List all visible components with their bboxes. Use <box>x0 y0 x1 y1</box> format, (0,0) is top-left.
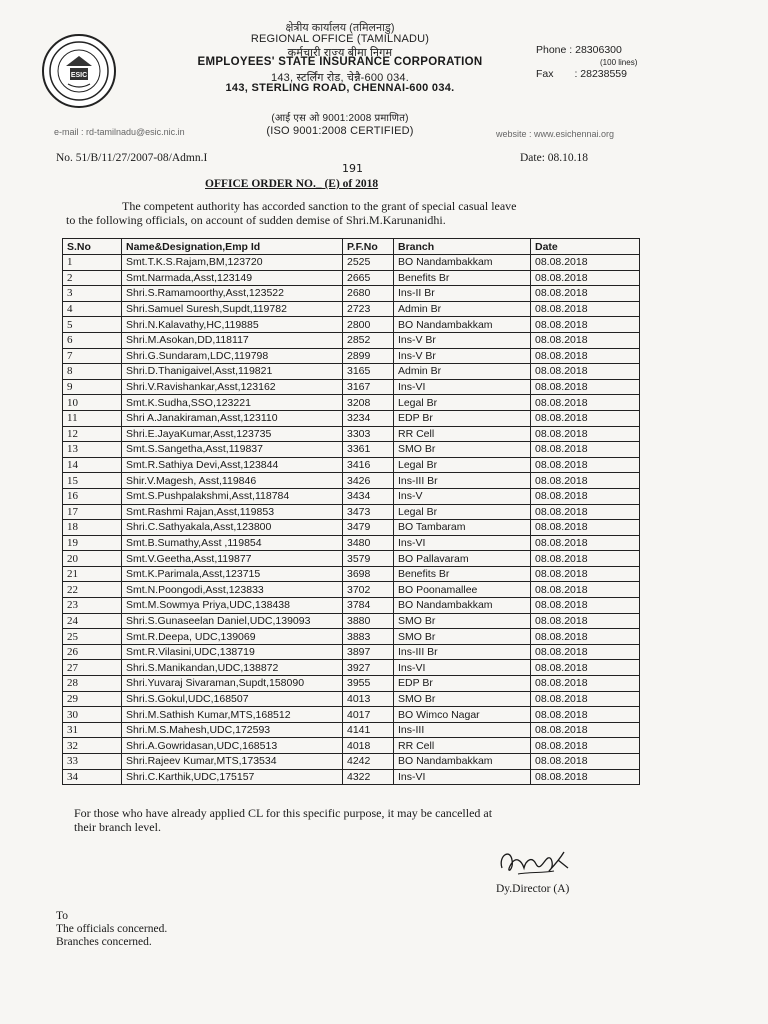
cell-pfno: 3698 <box>343 566 394 582</box>
cell-branch: Ins-VI <box>394 660 531 676</box>
cell-name: Smt.R.Deepa, UDC,139069 <box>122 629 343 645</box>
cell-name: Smt.Rashmi Rajan,Asst,119853 <box>122 504 343 520</box>
cell-sno: 19 <box>63 535 122 551</box>
cell-pfno: 3361 <box>343 442 394 458</box>
cell-name: Shri.Yuvaraj Sivaraman,Supdt,158090 <box>122 676 343 692</box>
officials-table <box>62 238 640 785</box>
table-row <box>63 722 640 738</box>
cell-name: Smt.R.Vilasini,UDC,138719 <box>122 644 343 660</box>
table-row <box>63 457 640 473</box>
cell-sno: 26 <box>63 644 122 660</box>
cell-name: Smt.S.Sangetha,Asst,119837 <box>122 442 343 458</box>
table-row <box>63 442 640 458</box>
table-header-row <box>63 239 640 255</box>
table-row <box>63 582 640 598</box>
table-row <box>63 566 640 582</box>
table-row <box>63 379 640 395</box>
cell-date: 08.08.2018 <box>531 488 640 504</box>
cell-branch: BO Wimco Nagar <box>394 707 531 723</box>
cell-branch: Benefits Br <box>394 270 531 286</box>
cell-branch: Ins-V Br <box>394 332 531 348</box>
table-row <box>63 395 640 411</box>
cell-date: 08.08.2018 <box>531 754 640 770</box>
cell-pfno: 3880 <box>343 613 394 629</box>
cell-pfno: 3955 <box>343 676 394 692</box>
signatory-title: Dy.Director (A) <box>496 883 570 895</box>
cell-name: Shri.S.Gokul,UDC,168507 <box>122 691 343 707</box>
esic-emblem-icon <box>48 40 110 102</box>
cell-branch: Ins-VI <box>394 379 531 395</box>
cell-pfno: 3167 <box>343 379 394 395</box>
cell-branch: Ins-II Br <box>394 286 531 302</box>
cell-date: 08.08.2018 <box>531 644 640 660</box>
cell-pfno: 3416 <box>343 457 394 473</box>
table-row <box>63 535 640 551</box>
cell-branch: Legal Br <box>394 504 531 520</box>
cell-branch: Ins-VI <box>394 535 531 551</box>
cell-pfno: 4018 <box>343 738 394 754</box>
table-row <box>63 676 640 692</box>
cell-date: 08.08.2018 <box>531 270 640 286</box>
cell-date: 08.08.2018 <box>531 317 640 333</box>
cell-name: Shri.A.Gowridasan,UDC,168513 <box>122 738 343 754</box>
logo-text: ESIC <box>70 72 88 79</box>
intro-line-2: to the following officials, on account of sudden demise of Shri.M.Karunanidhi. <box>66 213 446 227</box>
cell-branch: Ins-III Br <box>394 644 531 660</box>
cell-sno: 18 <box>63 520 122 536</box>
cell-sno: 17 <box>63 504 122 520</box>
cell-sno: 31 <box>63 722 122 738</box>
cell-pfno: 2723 <box>343 301 394 317</box>
cell-branch: Ins-VI <box>394 769 531 785</box>
cell-date: 08.08.2018 <box>531 426 640 442</box>
cell-branch: Legal Br <box>394 395 531 411</box>
column-header-name: Name&Designation,Emp Id <box>122 239 343 255</box>
cell-date: 08.08.2018 <box>531 364 640 380</box>
cell-date: 08.08.2018 <box>531 286 640 302</box>
cell-branch: RR Cell <box>394 426 531 442</box>
cell-name: Shri.N.Kalavathy,HC,119885 <box>122 317 343 333</box>
cell-date: 08.08.2018 <box>531 395 640 411</box>
cell-branch: EDP Br <box>394 410 531 426</box>
cell-pfno: 3165 <box>343 364 394 380</box>
cell-pfno: 3473 <box>343 504 394 520</box>
phone-number: 28306300 <box>575 44 622 56</box>
cell-branch: BO Nandambakkam <box>394 317 531 333</box>
cell-date: 08.08.2018 <box>531 613 640 629</box>
table-row <box>63 738 640 754</box>
cell-date: 08.08.2018 <box>531 473 640 489</box>
cell-name: Shri.C.Karthik,UDC,175157 <box>122 769 343 785</box>
cell-sno: 14 <box>63 457 122 473</box>
cell-sno: 8 <box>63 364 122 380</box>
cell-pfno: 3784 <box>343 598 394 614</box>
table-row <box>63 473 640 489</box>
header-hindi-corporation: कर्मचारी राज्य बीमा निगम <box>287 47 393 59</box>
closing-line-1: For those who have already applied CL for this specific purpose, it may be cancelled at <box>74 806 493 820</box>
cell-name: Smt.K.Parimala,Asst,123715 <box>122 566 343 582</box>
phone-row <box>536 44 622 56</box>
cell-branch: SMO Br <box>394 691 531 707</box>
cell-sno: 7 <box>63 348 122 364</box>
header-corporation: EMPLOYEES' STATE INSURANCE CORPORATION <box>197 56 483 68</box>
cell-branch: SMO Br <box>394 629 531 645</box>
intro-line-1: The competent authority has accorded sanction to the grant of special casual leave <box>122 199 517 213</box>
cell-branch: BO Tambaram <box>394 520 531 536</box>
table-row <box>63 364 640 380</box>
cell-branch: Ins-III <box>394 722 531 738</box>
cell-name: Shri.E.JayaKumar,Asst,123735 <box>122 426 343 442</box>
closing-line-2: their branch level. <box>74 820 161 834</box>
cell-branch: SMO Br <box>394 442 531 458</box>
cell-sno: 4 <box>63 301 122 317</box>
cell-date: 08.08.2018 <box>531 255 640 271</box>
header-hindi-iso: (आई एस ओ 9001:2008 प्रमाणित) <box>271 113 409 124</box>
cell-name: Smt.Narmada,Asst,123149 <box>122 270 343 286</box>
table-row <box>63 644 640 660</box>
cell-name: Smt.N.Poongodi,Asst,123833 <box>122 582 343 598</box>
cell-sno: 13 <box>63 442 122 458</box>
table-row <box>63 317 640 333</box>
table-row <box>63 488 640 504</box>
cell-pfno: 3927 <box>343 660 394 676</box>
cell-date: 08.08.2018 <box>531 707 640 723</box>
table-row <box>63 301 640 317</box>
cell-date: 08.08.2018 <box>531 582 640 598</box>
cell-branch: BO Nandambakkam <box>394 754 531 770</box>
table-body <box>63 255 640 785</box>
cell-sno: 10 <box>63 395 122 411</box>
cell-sno: 16 <box>63 488 122 504</box>
cell-pfno: 2852 <box>343 332 394 348</box>
cell-name: Smt.V.Geetha,Asst,119877 <box>122 551 343 567</box>
column-header-pfno: P.F.No <box>343 239 394 255</box>
cell-branch: Ins-V Br <box>394 348 531 364</box>
cell-sno: 28 <box>63 676 122 692</box>
to-line-1: The officials concerned. <box>56 923 168 935</box>
cell-date: 08.08.2018 <box>531 504 640 520</box>
cell-date: 08.08.2018 <box>531 457 640 473</box>
cell-sno: 20 <box>63 551 122 567</box>
cell-branch: SMO Br <box>394 613 531 629</box>
cell-sno: 33 <box>63 754 122 770</box>
cell-sno: 9 <box>63 379 122 395</box>
header-hindi-office: क्षेत्रीय कार्यालय (तमिलनाडु) <box>285 22 395 34</box>
cell-name: Shri.D.Thanigaivel,Asst,119821 <box>122 364 343 380</box>
phone-lines: (100 lines) <box>600 58 638 67</box>
cell-date: 08.08.2018 <box>531 551 640 567</box>
page-title: OFFICE ORDER NO._ (E) of 2018 <box>205 178 379 190</box>
table-row <box>63 707 640 723</box>
cell-sno: 23 <box>63 598 122 614</box>
cell-date: 08.08.2018 <box>531 676 640 692</box>
cell-name: Shri A.Janakiraman,Asst,123110 <box>122 410 343 426</box>
signature-icon <box>488 838 578 884</box>
cell-pfno: 2800 <box>343 317 394 333</box>
header-regional-office: REGIONAL OFFICE (TAMILNADU) <box>250 33 430 45</box>
cell-name: Shri.Samuel Suresh,Supdt,119782 <box>122 301 343 317</box>
cell-branch: Admin Br <box>394 301 531 317</box>
table-row <box>63 691 640 707</box>
cell-sno: 15 <box>63 473 122 489</box>
cell-name: Smt.T.K.S.Rajam,BM,123720 <box>122 255 343 271</box>
cell-sno: 27 <box>63 660 122 676</box>
cell-sno: 34 <box>63 769 122 785</box>
cell-pfno: 3883 <box>343 629 394 645</box>
reference-number: No. 51/B/11/27/2007-08/Admn.I <box>56 152 208 164</box>
order-date: Date: 08.10.18 <box>520 152 589 164</box>
cell-pfno: 2680 <box>343 286 394 302</box>
cell-branch: RR Cell <box>394 738 531 754</box>
cell-sno: 32 <box>63 738 122 754</box>
cell-name: Shri.V.Ravishankar,Asst,123162 <box>122 379 343 395</box>
cell-pfno: 3897 <box>343 644 394 660</box>
cell-name: Shri.G.Sundaram,LDC,119798 <box>122 348 343 364</box>
website-text: website : www.esichennai.org <box>496 129 615 139</box>
cell-name: Smt.R.Sathiya Devi,Asst,123844 <box>122 457 343 473</box>
header-iso: (ISO 9001:2008 CERTIFIED) <box>266 125 414 137</box>
cell-branch: BO Nandambakkam <box>394 255 531 271</box>
cell-pfno: 3303 <box>343 426 394 442</box>
cell-pfno: 2665 <box>343 270 394 286</box>
cell-branch: Admin Br <box>394 364 531 380</box>
cell-branch: BO Pallavaram <box>394 551 531 567</box>
cell-pfno: 2899 <box>343 348 394 364</box>
header-hindi-address: 143, स्टर्लिंग रोड, चेन्नै-600 034. <box>271 72 409 84</box>
cell-pfno: 3434 <box>343 488 394 504</box>
cell-name: Shri.M.Asokan,DD,118117 <box>122 332 343 348</box>
table-row <box>63 255 640 271</box>
cell-pfno: 4017 <box>343 707 394 723</box>
cell-name: Shri.M.S.Mahesh,UDC,172593 <box>122 722 343 738</box>
cell-pfno: 3208 <box>343 395 394 411</box>
cell-date: 08.08.2018 <box>531 629 640 645</box>
esic-logo <box>42 34 116 108</box>
column-header-date: Date <box>531 239 640 255</box>
table-row <box>63 598 640 614</box>
cell-name: Smt.B.Sumathy,Asst ,119854 <box>122 535 343 551</box>
table-row <box>63 426 640 442</box>
cell-sno: 5 <box>63 317 122 333</box>
cell-name: Shri.S.Ramamoorthy,Asst,123522 <box>122 286 343 302</box>
cell-sno: 6 <box>63 332 122 348</box>
cell-pfno: 4242 <box>343 754 394 770</box>
table-row <box>63 348 640 364</box>
cell-name: Smt.K.Sudha,SSO,123221 <box>122 395 343 411</box>
cell-date: 08.08.2018 <box>531 379 640 395</box>
cell-date: 08.08.2018 <box>531 348 640 364</box>
cell-date: 08.08.2018 <box>531 442 640 458</box>
cell-sno: 21 <box>63 566 122 582</box>
table-row <box>63 504 640 520</box>
cell-pfno: 3702 <box>343 582 394 598</box>
cell-sno: 22 <box>63 582 122 598</box>
email-text: e-mail : rd-tamilnadu@esic.nic.in <box>54 127 185 137</box>
cell-name: Shri.S.Gunaseelan Daniel,UDC,139093 <box>122 613 343 629</box>
cell-pfno: 4141 <box>343 722 394 738</box>
table-row <box>63 769 640 785</box>
cell-pfno: 4322 <box>343 769 394 785</box>
cell-pfno: 2525 <box>343 255 394 271</box>
table-row <box>63 660 640 676</box>
to-line-2: Branches concerned. <box>56 936 152 948</box>
table-row <box>63 520 640 536</box>
cell-branch: BO Poonamallee <box>394 582 531 598</box>
table-row <box>63 410 640 426</box>
cell-date: 08.08.2018 <box>531 660 640 676</box>
cell-pfno: 4013 <box>343 691 394 707</box>
cell-date: 08.08.2018 <box>531 598 640 614</box>
table-row <box>63 629 640 645</box>
cell-branch: EDP Br <box>394 676 531 692</box>
fax-number: : 28238559 <box>574 68 627 80</box>
cell-pfno: 3479 <box>343 520 394 536</box>
cell-sno: 30 <box>63 707 122 723</box>
cell-date: 08.08.2018 <box>531 769 640 785</box>
cell-date: 08.08.2018 <box>531 520 640 536</box>
column-header-branch: Branch <box>394 239 531 255</box>
cell-name: Smt.S.Pushpalakshmi,Asst,118784 <box>122 488 343 504</box>
cell-date: 08.08.2018 <box>531 535 640 551</box>
table-row <box>63 332 640 348</box>
cell-date: 08.08.2018 <box>531 566 640 582</box>
cell-sno: 24 <box>63 613 122 629</box>
cell-sno: 2 <box>63 270 122 286</box>
table-row <box>63 613 640 629</box>
cell-sno: 29 <box>63 691 122 707</box>
cell-sno: 12 <box>63 426 122 442</box>
cell-pfno: 3426 <box>343 473 394 489</box>
cell-pfno: 3234 <box>343 410 394 426</box>
cell-sno: 25 <box>63 629 122 645</box>
handwritten-order-number: 191 <box>342 162 363 175</box>
table-row <box>63 270 640 286</box>
to-label: To <box>56 910 68 922</box>
cell-name: Smt.M.Sowmya Priya,UDC,138438 <box>122 598 343 614</box>
cell-date: 08.08.2018 <box>531 738 640 754</box>
header-address: 143, STERLING ROAD, CHENNAI-600 034. <box>225 82 455 94</box>
cell-branch: Benefits Br <box>394 566 531 582</box>
cell-date: 08.08.2018 <box>531 722 640 738</box>
cell-sno: 3 <box>63 286 122 302</box>
cell-sno: 11 <box>63 410 122 426</box>
cell-branch: Legal Br <box>394 457 531 473</box>
cell-name: Shir.V.Magesh, Asst,119846 <box>122 473 343 489</box>
table-row <box>63 754 640 770</box>
table-row <box>63 551 640 567</box>
fax-row <box>536 68 627 80</box>
cell-pfno: 3480 <box>343 535 394 551</box>
fax-label: Fax <box>536 68 554 80</box>
cell-branch: Ins-V <box>394 488 531 504</box>
cell-date: 08.08.2018 <box>531 332 640 348</box>
cell-date: 08.08.2018 <box>531 691 640 707</box>
cell-pfno: 3579 <box>343 551 394 567</box>
cell-name: Shri.C.Sathyakala,Asst,123800 <box>122 520 343 536</box>
column-header-sno: S.No <box>63 239 122 255</box>
cell-sno: 1 <box>63 255 122 271</box>
cell-date: 08.08.2018 <box>531 410 640 426</box>
cell-branch: BO Nandambakkam <box>394 598 531 614</box>
phone-label: Phone : <box>536 44 573 56</box>
cell-name: Shri.Rajeev Kumar,MTS,173534 <box>122 754 343 770</box>
cell-name: Shri.S.Manikandan,UDC,138872 <box>122 660 343 676</box>
table-row <box>63 286 640 302</box>
cell-date: 08.08.2018 <box>531 301 640 317</box>
cell-branch: Ins-III Br <box>394 473 531 489</box>
cell-name: Shri.M.Sathish Kumar,MTS,168512 <box>122 707 343 723</box>
